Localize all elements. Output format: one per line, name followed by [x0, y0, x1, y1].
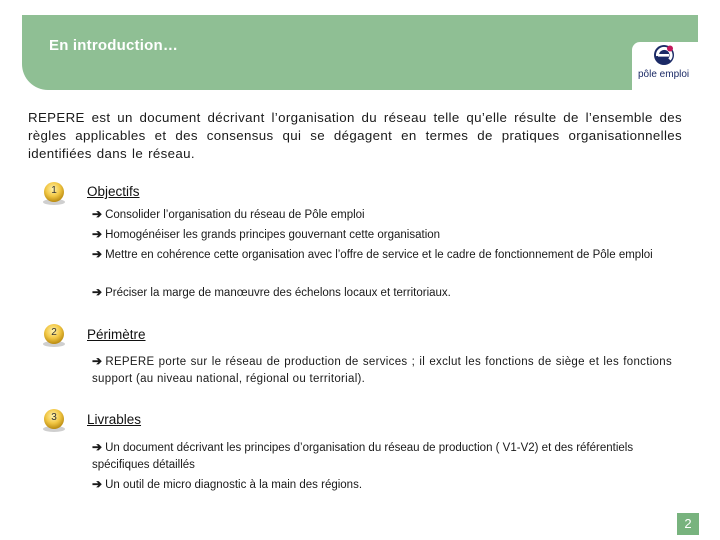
header-banner — [22, 15, 698, 90]
logo-text: pôle emploi — [638, 69, 690, 80]
arrow-icon: ➔ — [92, 285, 103, 299]
section-number: 1 — [51, 185, 57, 196]
section-title-objectifs: Objectifs — [87, 184, 140, 199]
pole-emploi-logo — [632, 42, 698, 90]
arrow-icon: ➔ — [92, 207, 103, 221]
page-title: En introduction… — [49, 37, 179, 54]
list-item: ➔ Un outil de micro diagnostic à la main des régions. — [92, 477, 363, 491]
arrow-icon: ➔ — [92, 440, 103, 454]
section-number-badge — [40, 180, 68, 204]
arrow-icon: ➔ — [92, 477, 103, 491]
section-number-badge — [40, 322, 68, 346]
section-number: 3 — [51, 412, 57, 423]
arrow-icon: ➔ — [92, 354, 103, 368]
list-item: ➔ Mettre en cohérence cette organisation avec l’offre de service et le cadre de fonctionnement de Pôle emploi — [92, 247, 653, 261]
list-item: ➔ Homogénéiser les grands principes gouvernant cette organisation — [92, 227, 441, 241]
section-title-livrables: Livrables — [87, 412, 142, 427]
pole-emploi-logo-icon — [653, 44, 675, 66]
list-item: ➔ REPERE porte sur le réseau de production de services ; il exclut les fonctions de siège et les fonctions support (au niveau national, régional ou territorial). — [92, 354, 672, 385]
section-title-perimetre: Périmètre — [87, 327, 146, 342]
list-item: ➔ Un document décrivant les principes d’organisation du réseau de production ( V1-V2) et des référentiels spécifiques détaillés — [92, 440, 634, 471]
section-number: 2 — [51, 327, 57, 338]
arrow-icon: ➔ — [92, 247, 103, 261]
list-item: ➔ Consolider l’organisation du réseau de Pôle emploi — [92, 207, 365, 221]
page-number-badge: 2 — [677, 513, 699, 535]
section-number-badge — [40, 407, 68, 431]
arrow-icon: ➔ — [92, 227, 103, 241]
intro-paragraph: REPERE est un document décrivant l’organisation du réseau telle qu’elle résulte de l’ensemble des règles applicables et des consensus qui se dégagent en termes de pratiques organisationnelles identifiées dans le réseau. — [28, 110, 682, 161]
list-item: ➔ Préciser la marge de manœuvre des échelons locaux et territoriaux. — [92, 285, 451, 299]
